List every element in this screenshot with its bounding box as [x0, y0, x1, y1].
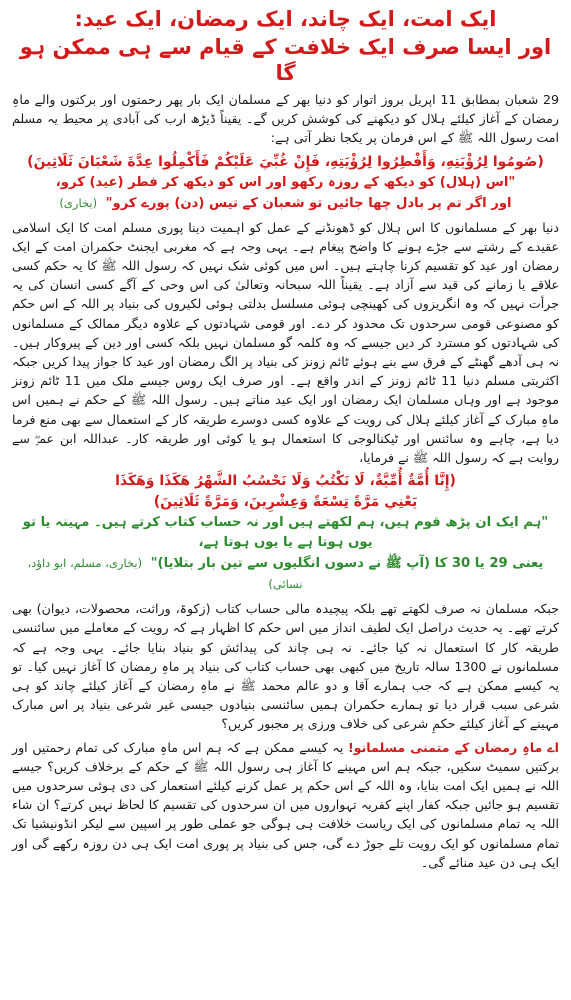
paragraph-4-callout: اے ماہِ رمضان کے متمنی مسلمانو!: [347, 739, 559, 755]
hadith-2-urdu-line-2: [12, 553, 559, 595]
hadith-2-urdu-line-1: "ہم ایک ان پڑھ قوم ہیں، ہم لکھتے ہیں اور نہ حساب کتاب کرتے ہیں۔ مہینہ یا تو یوں ہوتا ہے یا یوں ہوتا ہے،: [22, 515, 549, 551]
hadith-1-urdu-line-2: [12, 193, 559, 214]
paragraph-3: جبکہ مسلمان نہ صرف لکھتے تھے بلکہ پیچیدہ مالی حساب کتاب (زکوۃ، وراثت، محصولات، دیوان) بھی کرتے تھے۔ یہ حدیث دراصل ایک لطیف انداز میں اس حکم کا اظہار ہے کہ رویت کے معاملے میں سائنسی طریقہ کار کا استعمال نہ کیا جائے۔ نہ ہی چاند کی پیدائش کو بنیاد بنایا جائے۔ یہی وجہ ہے کہ مسلمانوں نے 1300 سالہ تاریخ میں کبھی بھی حساب کتاب کی بنیاد پر ماہِ رمضان کا آغاز نہیں کیا۔ تو یہ کیسے ممکن ہے کہ جب ہمارے آقا و دو عالم محمد ﷺ نے ماہِ رمضان کے آغاز کیلئے چاند کو ہی شرعی سبب قرار دیا تو ہمارے حکمران ہمیں سائنسی بنیادوں جیسی غیر شرعی بنیاد پر اس مبارک مہینے کے آغاز کیلئے حکمِ شرعی کی خلاف ورزی پر مجبور کریں؟: [12, 601, 559, 732]
intro-paragraph: 29 شعبان بمطابق 11 اپریل بروز اتوار کو دنیا بھر کے مسلمان ایک بار پھر رحمتوں اور برکتوں والے ماہِ رمضان کے آغاز کیلئے ہلال کو دیکھنے کی کوشش کریں گے۔ یقیناً ڈیڑھ ارب کی آبادی پر محیط یہ مسلم امت رسول اللہ ﷺ کے اس فرمان پر یکجا نظر آتی ہے:: [12, 92, 559, 146]
headline-line-2: اور ایسا صرف ایک خلافت کے قیام سے ہی ممکن ہو گا: [19, 35, 552, 85]
hadith-1-urdu-line-2-text: اور اگر تم پر بادل چھا جائیں تو شعبان کے تیس (دن) پورے کرو": [105, 195, 512, 211]
hadith-1-reference: (بخاری): [59, 195, 98, 210]
hadith-1-urdu-line-1: "اس (ہلال) کو دیکھ کے روزہ رکھو اور اس کو دیکھ کر فطر (عید) کرو،: [55, 174, 516, 190]
hadith-2-urdu-line-2-text: یعنی 29 یا 30 کا (آپ ﷺ نے دسوں انگلیوں سے تین بار بتلایا)": [150, 556, 544, 572]
paragraph-4-text: یہ کیسے ممکن ہے کہ ہم اس ماہِ مبارک کی تمام رحمتیں اور برکتیں سمیٹ سکیں، جبکہ ہم اس مہینے کا آغاز ہی رسول اللہ ﷺ کے حکم کے برخلاف کریں؟ جیسے اللہ نے ہمیں ایک امت بنایا، وہ اللہ کے اس حکم پر عمل کرنے کیلئے استعمار کی دی ہوئی سرحدوں میں تقسیم ہو جائیں جبکہ کفار اپنے کفریہ تہواروں میں ان سرحدوں کی تقسیم کا لحاظ نہیں کرتے؟ ان شاء اللہ یہ تمام مسلمانوں کی ایک ریاست خلافت ہی ہوگی جو عملی طور پر اسپین سے لیکر انڈونیشیا تک تمام مسلمانوں کو ایک رویت تلے جوڑ دے گی، جس کی بنیاد پر پوری امت ایک ہی دن روزہ رکھے گی اور ایک ہی دن عید منائے گی۔: [12, 739, 559, 870]
hadith-1-arabic: (صُومُوا لِرُؤْيَتِهِ، وَأَفْطِرُوا لِرُؤْيَتِهِ، فَإِنْ غُبِّيَ عَلَيْكُمْ فَأَكْمِلُوا عِدَّةَ شَعْبَانَ ثَلَاثِينَ): [27, 153, 544, 170]
paragraph-4: [12, 738, 559, 872]
hadith-2-arabic-line-2: يَعْنِي مَرَّةً تِسْعَةً وَعِشْرِينَ، وَمَرَّةً ثَلَاثِينَ): [153, 494, 418, 511]
headline-line-1: ایک امت، ایک چاند، ایک رمضان، ایک عید:: [74, 7, 497, 31]
paragraph-2: دنیا بھر کے مسلمانوں کا اس ہلال کو ڈھونڈنے کے عمل کو اہمیت دینا پوری مسلم امت کا ایک اسلامی عقیدے کے رشتے سے جڑے ہونے کا واضح پیغام ہے۔ یہی وجہ ہے کہ مغربی ایجنٹ حکمران امت کے ایک رمضان اور عید کو تقسیم کرنا چاہتے ہیں۔ اس میں کوئی شک نہیں کہ رسول اللہ ﷺ کا یہ حکم کسی علاقے یا زمانے کی قید سے آزاد ہے۔ یقیناً اللہ سبحانہ وتعالیٰ کی اس وحی کے آگے کسی انسان کی یہ جرأت نہیں کہ وہ انگریزوں کی کھینچی ہوئی مسلسل بدلتی ہوئی لکیروں کی بنیاد پر اللہ کے اس حکم کو مصنوعی قومی سرحدوں تک محدود کر دے۔ اور قومی شہادتوں کے علاوہ دیگر ممالک کے مسلمانوں کی شہادتوں کو مسترد کر دیں جیسے کہ وہ کلمہ گو مسلمان نہیں بلکہ کسی اور دین کے پیروکار ہیں۔ نہ ہی آدھے گھنٹے کے فرق سے بنے ہوئے ٹائم زونز کی بنیاد پر الگ رمضان اور عید کا جواز پیدا کریں جبکہ اکثریتی مسلم دنیا 11 ٹائم زونز کے اندر واقع ہے۔ اور صرف ایک روس جیسے ملک میں 11 ٹائم زونز موجود ہے اور وہاں مسلمان ایک رمضان اور ایک عید مناتے ہیں۔ رسول اللہ ﷺ کے حکم نے ہمیں اس ماہِ مبارک کے آغاز کیلئے ہلال کی رویت کے علاوہ کسی دوسرے طریقہ کار کے استعمال سے بھی منع فرما دیا ہے، چاہے وہ سائنس اور ٹیکنالوجی کا استعمال ہو یا کوئی اور طریقہ کار۔ عبداللہ ابن عمرؓ سے روایت ہے کہ رسول اللہ ﷺ نے فرمایا،: [12, 219, 559, 466]
hadith-2-reference: (بخاری، مسلم، ابو داؤد، نسائی): [27, 556, 303, 592]
hadith-2-arabic-line-1: (إِنَّا أُمَّةٌ أُمِّيَّةٌ، لَا نَكْتُبُ وَلَا نَحْسُبُ الشَّهْرُ هَكَذَا وَهَكَذَا: [115, 473, 456, 490]
